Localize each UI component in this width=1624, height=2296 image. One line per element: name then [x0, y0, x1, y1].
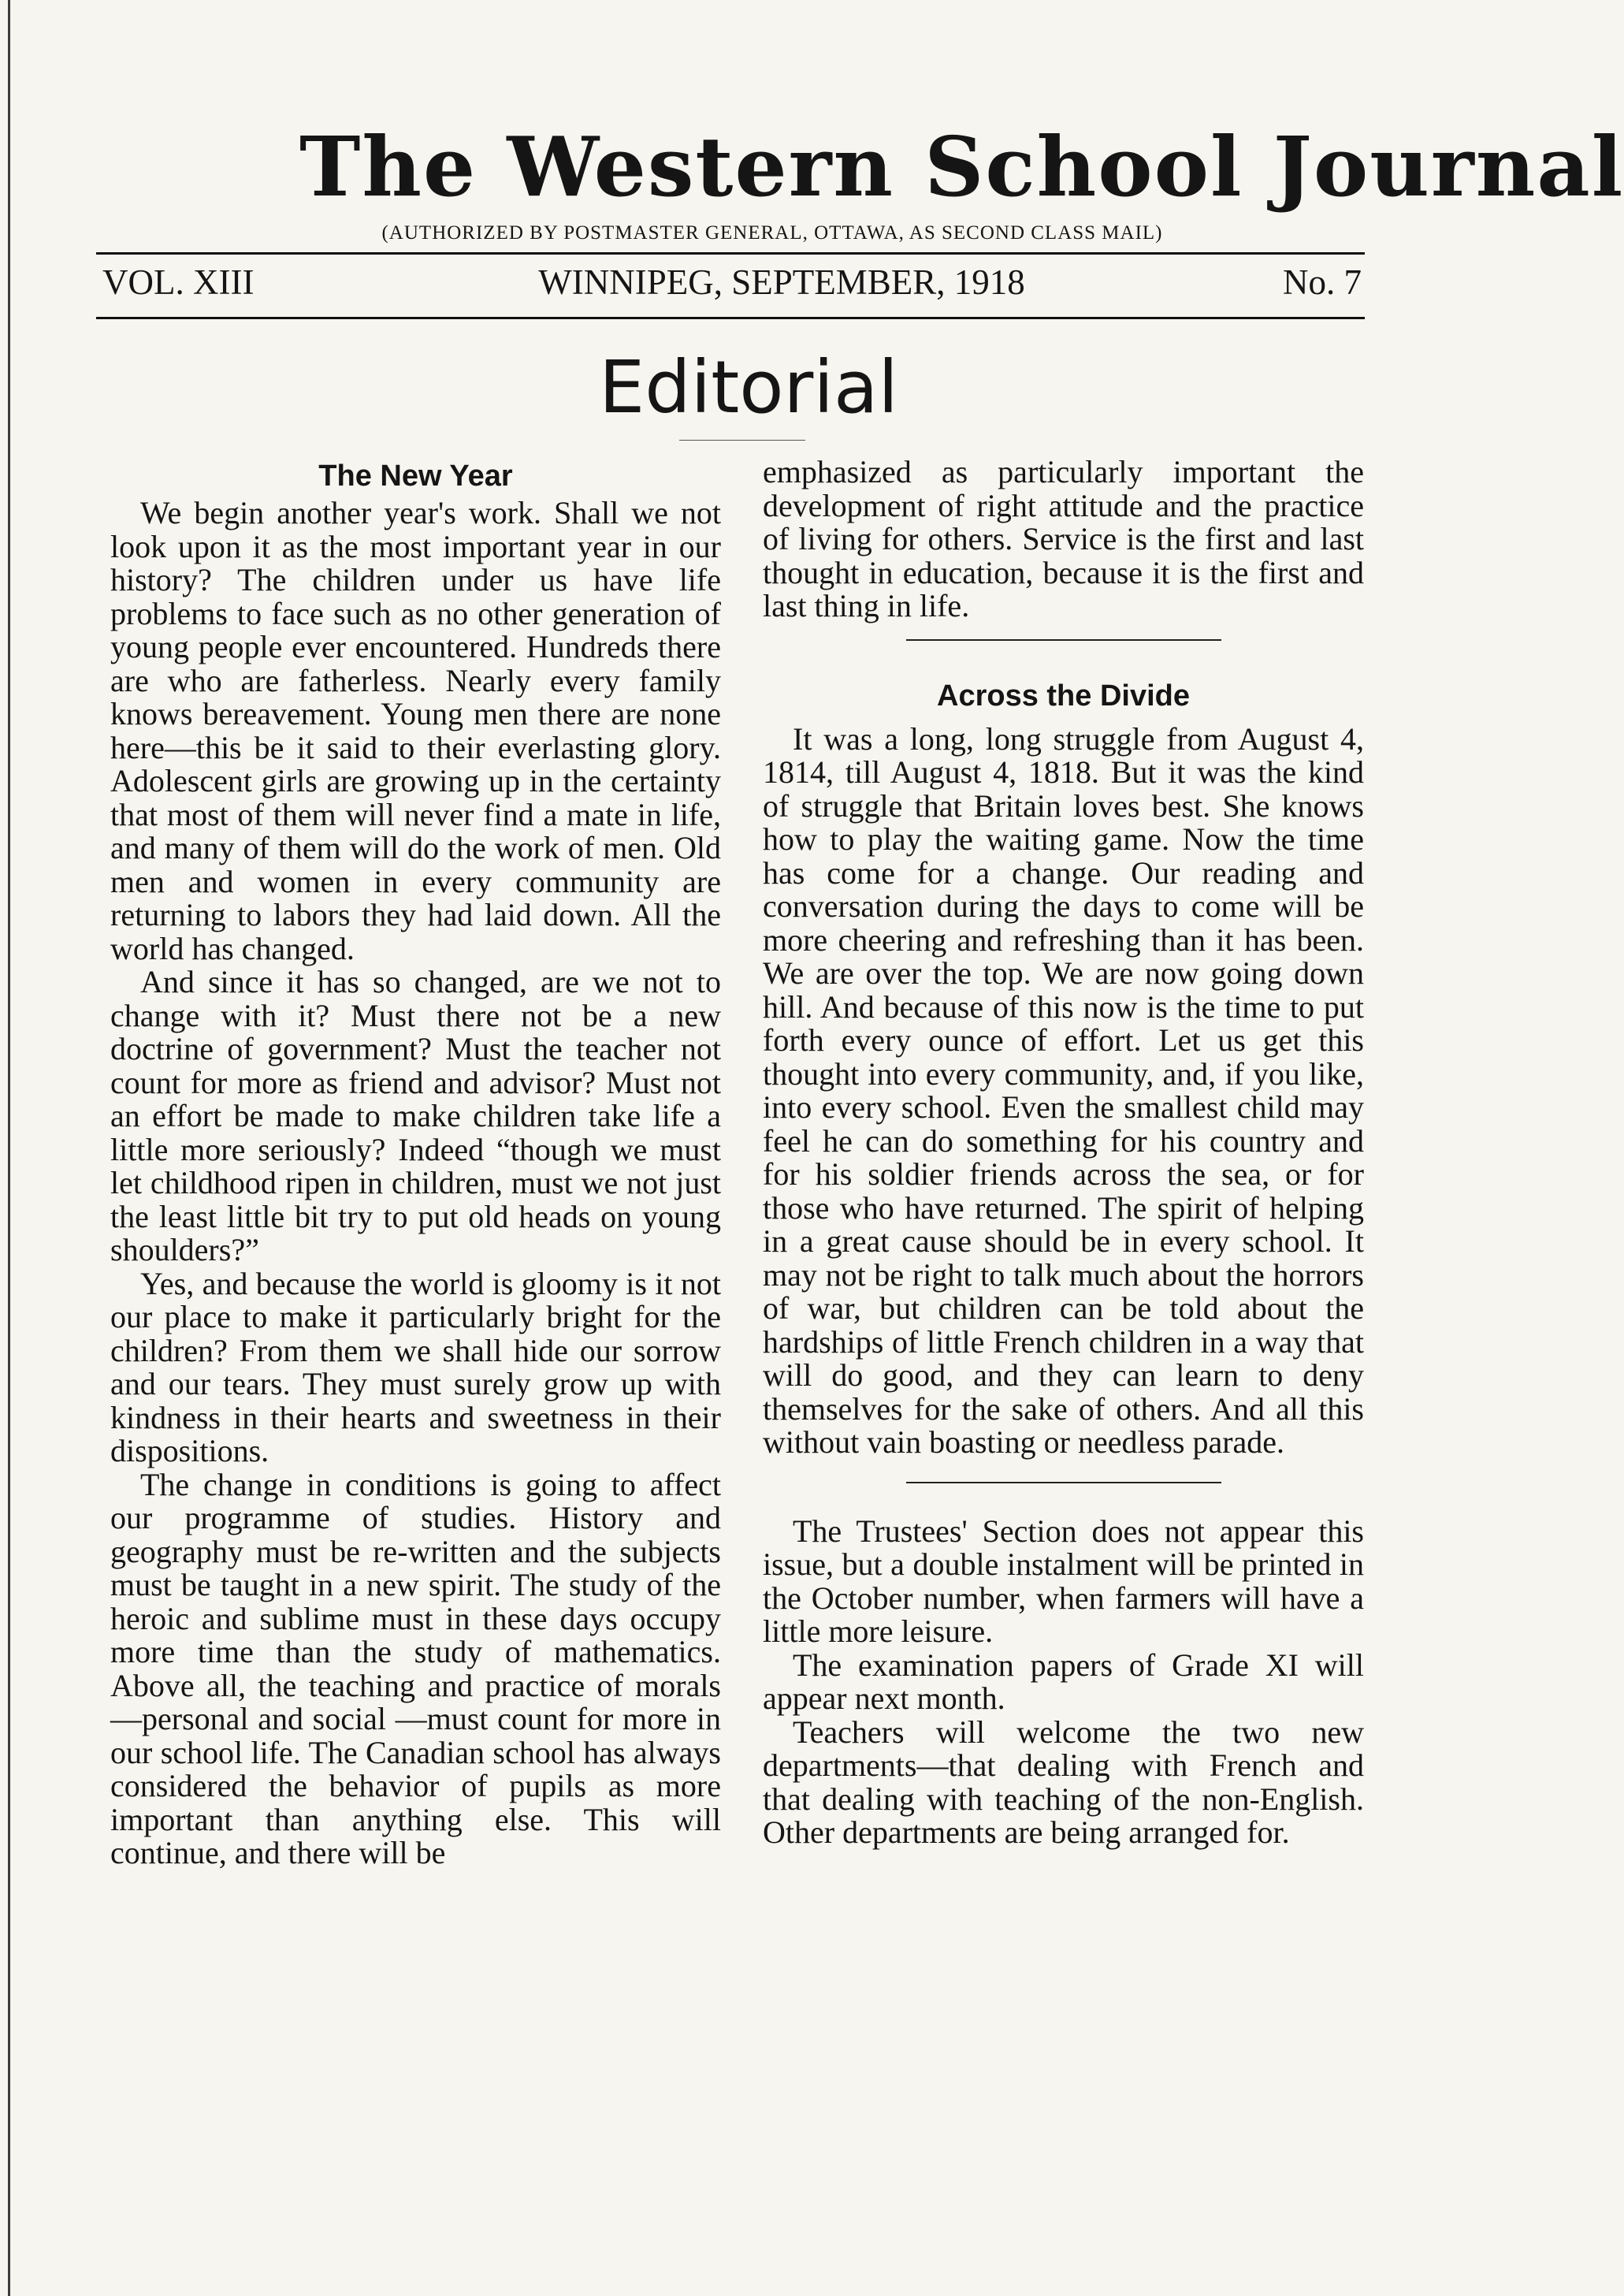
article-heading-new-year: The New Year — [318, 460, 513, 493]
issue-number: No. 7 — [1283, 262, 1362, 302]
article-paragraph: The change in conditions is going to affect our programme of studies. History and geography must be re-written and the subjects must be taught in a new spirit. The study of the heroic and sublime must in these days occupy more time than the study of mathematics. Above all, the teaching and practice of morals—personal and social —must count for more in our school life. The Canadian school has always considered the behavior of pupils as more important than anything else. This will continue, and there will be — [110, 1466, 721, 1870]
notice-paragraph: The Trustees' Section does not appear this issue, but a double instalment will be printed in the October number, when farmers will have a little more leisure. — [763, 1513, 1364, 1649]
section-title: Editorial — [599, 345, 898, 430]
section-divider — [906, 639, 1221, 641]
journal-masthead: The Western School Journal — [299, 118, 1624, 215]
article-paragraph: Yes, and because the world is gloomy is it not our place to make it particularly bright for the children? From them we shall hide our sorrow and our tears. They must surely grow up with kindness in their hearts and sweetness in their dispositions. — [110, 1265, 721, 1468]
header-rule-top — [96, 252, 1365, 255]
notice-paragraph: Teachers will welcome the two new departments—that dealing with French and that dealing with teaching of the non-English. Other departments are being arranged for. — [763, 1714, 1364, 1850]
left-column — [110, 456, 721, 1870]
volume-number: VOL. XIII — [102, 262, 255, 302]
issue-dateline: WINNIPEG, SEPTEMBER, 1918 — [538, 262, 1025, 302]
postal-authorization: (AUTHORIZED BY POSTMASTER GENERAL, OTTAWA, AS SECOND CLASS MAIL) — [381, 222, 1163, 244]
notice-paragraph: The examination papers of Grade XI will appear next month. — [763, 1647, 1364, 1716]
section-divider — [906, 1482, 1221, 1483]
title-underline — [679, 440, 805, 441]
article-paragraph-continued: emphasized as particularly important the development of right attitude and the practice of living for others. Service is the first and last thought in education, because it is the first and last thing in life. — [763, 454, 1364, 623]
article-paragraph: It was a long, long struggle from August 4, 1814, till August 4, 1818. But it was the kind of struggle that Britain loves best. She knows how to play the waiting game. Now the time has come for a change. Our reading and conversation during the days to come will be more cheering and refreshing than it has been. We are over the top. We are now going down hill. And because of this now is the time to put forth every ounce of effort. Let us get this thought into every community, and, if you like, into every school. Even the smallest child may feel he can do something for his country and for his soldier friends across the sea, or for those who have returned. The spirit of helping in a great cause should be in every school. It may not be right to talk much about the horrors of war, but children can be told about the hardships of little French children in a way that will do good, and they can learn to deny themselves for the sake of others. And all this without vain boasting or needless parade. — [763, 720, 1364, 1460]
article-heading-across-the-divide: Across the Divide — [937, 679, 1190, 713]
right-column — [763, 456, 1364, 1850]
header-rule-bottom — [96, 317, 1365, 319]
page-edge — [8, 0, 10, 2296]
article-paragraph: And since it has so changed, are we not to change with it? Must there not be a new doctrine of government? Must the teacher not count for more as friend and advisor? Must not an effort be made to make children take life a little more seriously? Indeed “though we must let childhood ripen in children, must we not just the least little bit try to put old heads on young shoulders?” — [110, 964, 721, 1267]
article-paragraph: We begin another year's work. Shall we not look upon it as the most important year in our history? The children under us have life problems to face such as no other generation of young people ever encountered. Hundreds there are who are fatherless. Nearly every family knows bereavement. Young men there are none here—this be it said to their everlasting glory. Adolescent girls are growing up in the certainty that most of them will never find a mate in life, and many of them will do the work of men. Old men and women in every community are returning to labors they had laid down. All the world has changed. — [110, 495, 721, 966]
